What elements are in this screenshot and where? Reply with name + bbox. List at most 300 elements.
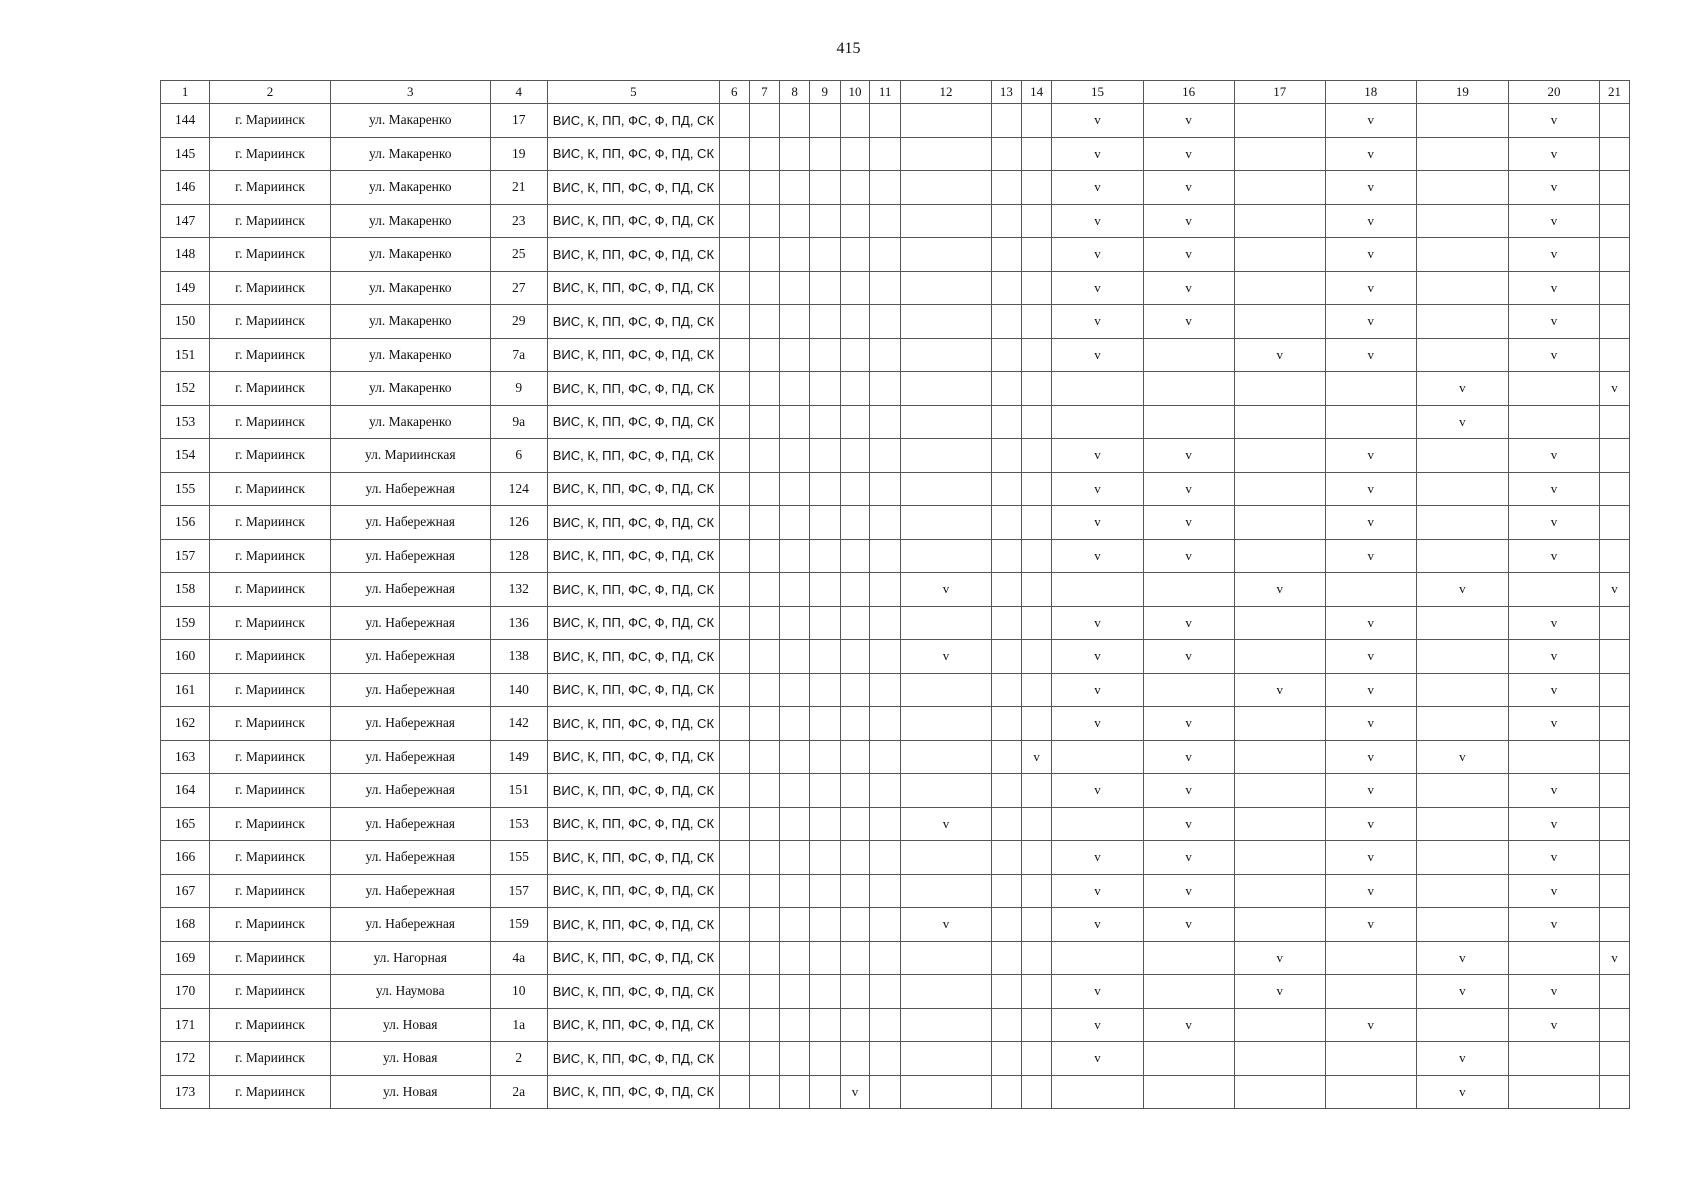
house-number-cell: 159 (490, 908, 547, 942)
empty-cell-col-15 (1052, 405, 1143, 439)
check-mark-col-16: v (1143, 439, 1234, 473)
empty-cell-col-21 (1600, 975, 1630, 1009)
empty-cell-col-11 (870, 1042, 901, 1076)
check-mark-col-20: v (1508, 338, 1599, 372)
empty-cell-col-10 (840, 1042, 870, 1076)
table-row (161, 405, 1630, 439)
empty-cell-col-21 (1600, 539, 1630, 573)
empty-cell-col-13 (992, 573, 1022, 607)
empty-cell-col-7 (749, 1008, 780, 1042)
empty-cell-col-8 (780, 405, 810, 439)
empty-cell-col-8 (780, 740, 810, 774)
empty-cell-col-17 (1234, 740, 1325, 774)
check-mark-col-20: v (1508, 506, 1599, 540)
row-number-cell: 163 (161, 740, 210, 774)
check-mark-col-19: v (1416, 405, 1508, 439)
check-mark-col-18: v (1325, 539, 1416, 573)
empty-cell-col-14 (1021, 271, 1052, 305)
street-cell: ул. Макаренко (330, 104, 490, 138)
empty-cell-col-9 (809, 506, 840, 540)
codes-cell: ВИС, К, ПП, ФС, Ф, ПД, СК (547, 707, 719, 741)
empty-cell-col-21 (1600, 707, 1630, 741)
empty-cell-col-10 (840, 506, 870, 540)
check-mark-col-18: v (1325, 908, 1416, 942)
empty-cell-col-19 (1416, 841, 1508, 875)
street-cell: ул. Набережная (330, 874, 490, 908)
empty-cell-col-6 (719, 874, 749, 908)
empty-cell-col-7 (749, 137, 780, 171)
empty-cell-col-11 (870, 908, 901, 942)
empty-cell-col-19 (1416, 271, 1508, 305)
check-mark-col-15: v (1052, 874, 1143, 908)
empty-cell-col-9 (809, 908, 840, 942)
empty-cell-col-14 (1021, 1008, 1052, 1042)
empty-cell-col-8 (780, 606, 810, 640)
codes-cell: ВИС, К, ПП, ФС, Ф, ПД, СК (547, 573, 719, 607)
empty-cell-col-7 (749, 439, 780, 473)
street-cell: ул. Набережная (330, 539, 490, 573)
house-number-cell: 142 (490, 707, 547, 741)
empty-cell-col-21 (1600, 740, 1630, 774)
empty-cell-col-10 (840, 305, 870, 339)
table-row (161, 137, 1630, 171)
row-number-cell: 169 (161, 941, 210, 975)
empty-cell-col-21 (1600, 1008, 1630, 1042)
table-row (161, 841, 1630, 875)
city-cell: г. Мариинск (210, 807, 331, 841)
empty-cell-col-6 (719, 171, 749, 205)
empty-cell-col-13 (992, 807, 1022, 841)
empty-cell-col-9 (809, 405, 840, 439)
empty-cell-col-21 (1600, 104, 1630, 138)
empty-cell-col-17 (1234, 874, 1325, 908)
empty-cell-col-19 (1416, 305, 1508, 339)
empty-cell-col-9 (809, 539, 840, 573)
empty-cell-col-7 (749, 774, 780, 808)
empty-cell-col-15 (1052, 740, 1143, 774)
city-cell: г. Мариинск (210, 841, 331, 875)
empty-cell-col-21 (1600, 908, 1630, 942)
empty-cell-col-14 (1021, 137, 1052, 171)
check-mark-col-15: v (1052, 975, 1143, 1009)
empty-cell-col-10 (840, 271, 870, 305)
empty-cell-col-14 (1021, 774, 1052, 808)
empty-cell-col-11 (870, 338, 901, 372)
check-mark-col-15: v (1052, 707, 1143, 741)
check-mark-col-15: v (1052, 171, 1143, 205)
empty-cell-col-6 (719, 941, 749, 975)
column-number-10: 10 (840, 81, 870, 104)
street-cell: ул. Макаренко (330, 338, 490, 372)
empty-cell-col-8 (780, 506, 810, 540)
empty-cell-col-13 (992, 908, 1022, 942)
empty-cell-col-7 (749, 606, 780, 640)
table-row (161, 774, 1630, 808)
empty-cell-col-8 (780, 305, 810, 339)
check-mark-col-19: v (1416, 372, 1508, 406)
check-mark-col-16: v (1143, 104, 1234, 138)
empty-cell-col-11 (870, 137, 901, 171)
row-number-cell: 151 (161, 338, 210, 372)
check-mark-col-20: v (1508, 606, 1599, 640)
check-mark-col-18: v (1325, 740, 1416, 774)
empty-cell-col-17 (1234, 439, 1325, 473)
empty-cell-col-11 (870, 204, 901, 238)
empty-cell-col-21 (1600, 405, 1630, 439)
empty-cell-col-8 (780, 1042, 810, 1076)
check-mark-col-18: v (1325, 104, 1416, 138)
table-row (161, 707, 1630, 741)
house-number-cell: 1а (490, 1008, 547, 1042)
check-mark-col-20: v (1508, 238, 1599, 272)
empty-cell-col-12 (901, 841, 992, 875)
empty-cell-col-9 (809, 472, 840, 506)
table-row (161, 171, 1630, 205)
empty-cell-col-9 (809, 640, 840, 674)
check-mark-col-15: v (1052, 439, 1143, 473)
check-mark-col-18: v (1325, 807, 1416, 841)
table-row (161, 439, 1630, 473)
empty-cell-col-7 (749, 573, 780, 607)
empty-cell-col-14 (1021, 439, 1052, 473)
check-mark-col-15: v (1052, 774, 1143, 808)
check-mark-col-15: v (1052, 1042, 1143, 1076)
check-mark-col-16: v (1143, 774, 1234, 808)
empty-cell-col-7 (749, 305, 780, 339)
empty-cell-col-6 (719, 774, 749, 808)
empty-cell-col-11 (870, 707, 901, 741)
empty-cell-col-19 (1416, 640, 1508, 674)
street-cell: ул. Новая (330, 1042, 490, 1076)
empty-cell-col-21 (1600, 874, 1630, 908)
check-mark-col-18: v (1325, 171, 1416, 205)
codes-cell: ВИС, К, ПП, ФС, Ф, ПД, СК (547, 1075, 719, 1109)
empty-cell-col-10 (840, 573, 870, 607)
empty-cell-col-13 (992, 204, 1022, 238)
empty-cell-col-21 (1600, 338, 1630, 372)
empty-cell-col-12 (901, 740, 992, 774)
empty-cell-col-8 (780, 238, 810, 272)
empty-cell-col-8 (780, 807, 810, 841)
check-mark-col-16: v (1143, 908, 1234, 942)
house-number-cell: 155 (490, 841, 547, 875)
empty-cell-col-19 (1416, 104, 1508, 138)
city-cell: г. Мариинск (210, 372, 331, 406)
row-number-cell: 165 (161, 807, 210, 841)
empty-cell-col-6 (719, 673, 749, 707)
empty-cell-col-8 (780, 104, 810, 138)
empty-cell-col-6 (719, 573, 749, 607)
codes-cell: ВИС, К, ПП, ФС, Ф, ПД, СК (547, 104, 719, 138)
column-number-2: 2 (210, 81, 331, 104)
empty-cell-col-7 (749, 673, 780, 707)
empty-cell-col-15 (1052, 1075, 1143, 1109)
check-mark-col-17: v (1234, 338, 1325, 372)
empty-cell-col-21 (1600, 606, 1630, 640)
house-number-cell: 9 (490, 372, 547, 406)
empty-cell-col-14 (1021, 707, 1052, 741)
empty-cell-col-11 (870, 238, 901, 272)
empty-cell-col-12 (901, 707, 992, 741)
table-row (161, 975, 1630, 1009)
check-mark-col-20: v (1508, 305, 1599, 339)
check-mark-col-16: v (1143, 204, 1234, 238)
empty-cell-col-14 (1021, 372, 1052, 406)
codes-cell: ВИС, К, ПП, ФС, Ф, ПД, СК (547, 405, 719, 439)
empty-cell-col-8 (780, 908, 810, 942)
empty-cell-col-9 (809, 271, 840, 305)
empty-cell-col-14 (1021, 941, 1052, 975)
empty-cell-col-13 (992, 238, 1022, 272)
city-cell: г. Мариинск (210, 1042, 331, 1076)
empty-cell-col-11 (870, 573, 901, 607)
row-number-cell: 164 (161, 774, 210, 808)
table-row (161, 807, 1630, 841)
empty-cell-col-15 (1052, 807, 1143, 841)
codes-cell: ВИС, К, ПП, ФС, Ф, ПД, СК (547, 673, 719, 707)
empty-cell-col-17 (1234, 1042, 1325, 1076)
row-number-cell: 167 (161, 874, 210, 908)
empty-cell-col-20 (1508, 405, 1599, 439)
check-mark-col-15: v (1052, 271, 1143, 305)
empty-cell-col-12 (901, 439, 992, 473)
empty-cell-col-12 (901, 338, 992, 372)
row-number-cell: 154 (161, 439, 210, 473)
empty-cell-col-6 (719, 472, 749, 506)
city-cell: г. Мариинск (210, 640, 331, 674)
empty-cell-col-6 (719, 305, 749, 339)
empty-cell-col-6 (719, 1008, 749, 1042)
empty-cell-col-10 (840, 740, 870, 774)
empty-cell-col-6 (719, 807, 749, 841)
check-mark-col-20: v (1508, 1008, 1599, 1042)
empty-cell-col-9 (809, 1008, 840, 1042)
empty-cell-col-14 (1021, 908, 1052, 942)
city-cell: г. Мариинск (210, 707, 331, 741)
empty-cell-col-13 (992, 137, 1022, 171)
empty-cell-col-13 (992, 405, 1022, 439)
empty-cell-col-8 (780, 472, 810, 506)
check-mark-col-16: v (1143, 874, 1234, 908)
empty-cell-col-6 (719, 137, 749, 171)
empty-cell-col-18 (1325, 1075, 1416, 1109)
empty-cell-col-13 (992, 941, 1022, 975)
empty-cell-col-13 (992, 271, 1022, 305)
empty-cell-col-9 (809, 238, 840, 272)
check-mark-col-20: v (1508, 104, 1599, 138)
house-number-cell: 136 (490, 606, 547, 640)
street-cell: ул. Набережная (330, 573, 490, 607)
row-number-cell: 149 (161, 271, 210, 305)
empty-cell-col-14 (1021, 807, 1052, 841)
codes-cell: ВИС, К, ПП, ФС, Ф, ПД, СК (547, 472, 719, 506)
empty-cell-col-16 (1143, 372, 1234, 406)
check-mark-col-18: v (1325, 204, 1416, 238)
codes-cell: ВИС, К, ПП, ФС, Ф, ПД, СК (547, 606, 719, 640)
table-row (161, 104, 1630, 138)
empty-cell-col-14 (1021, 874, 1052, 908)
empty-cell-col-19 (1416, 137, 1508, 171)
table-row (161, 305, 1630, 339)
empty-cell-col-13 (992, 472, 1022, 506)
empty-cell-col-12 (901, 606, 992, 640)
empty-cell-col-17 (1234, 506, 1325, 540)
empty-cell-col-17 (1234, 104, 1325, 138)
city-cell: г. Мариинск (210, 941, 331, 975)
codes-cell: ВИС, К, ПП, ФС, Ф, ПД, СК (547, 774, 719, 808)
street-cell: ул. Набережная (330, 506, 490, 540)
empty-cell-col-14 (1021, 573, 1052, 607)
empty-cell-col-11 (870, 539, 901, 573)
empty-cell-col-19 (1416, 774, 1508, 808)
city-cell: г. Мариинск (210, 305, 331, 339)
check-mark-col-20: v (1508, 439, 1599, 473)
empty-cell-col-9 (809, 137, 840, 171)
empty-cell-col-6 (719, 841, 749, 875)
empty-cell-col-14 (1021, 405, 1052, 439)
empty-cell-col-10 (840, 807, 870, 841)
empty-cell-col-17 (1234, 774, 1325, 808)
check-mark-col-18: v (1325, 137, 1416, 171)
city-cell: г. Мариинск (210, 606, 331, 640)
check-mark-col-18: v (1325, 338, 1416, 372)
empty-cell-col-21 (1600, 439, 1630, 473)
empty-cell-col-8 (780, 439, 810, 473)
house-number-cell: 10 (490, 975, 547, 1009)
column-number-4: 4 (490, 81, 547, 104)
street-cell: ул. Нагорная (330, 941, 490, 975)
check-mark-col-18: v (1325, 606, 1416, 640)
house-number-cell: 140 (490, 673, 547, 707)
empty-cell-col-15 (1052, 573, 1143, 607)
empty-cell-col-21 (1600, 774, 1630, 808)
empty-cell-col-19 (1416, 472, 1508, 506)
check-mark-col-15: v (1052, 338, 1143, 372)
empty-cell-col-21 (1600, 640, 1630, 674)
row-number-cell: 158 (161, 573, 210, 607)
empty-cell-col-19 (1416, 338, 1508, 372)
empty-cell-col-9 (809, 807, 840, 841)
city-cell: г. Мариинск (210, 338, 331, 372)
table-row (161, 1042, 1630, 1076)
street-cell: ул. Макаренко (330, 271, 490, 305)
empty-cell-col-7 (749, 941, 780, 975)
house-number-cell: 7а (490, 338, 547, 372)
empty-cell-col-7 (749, 640, 780, 674)
empty-cell-col-7 (749, 238, 780, 272)
empty-cell-col-8 (780, 874, 810, 908)
check-mark-col-16: v (1143, 740, 1234, 774)
table-row (161, 1075, 1630, 1109)
check-mark-col-20: v (1508, 271, 1599, 305)
table-row (161, 573, 1630, 607)
check-mark-col-15: v (1052, 908, 1143, 942)
empty-cell-col-19 (1416, 539, 1508, 573)
codes-cell: ВИС, К, ПП, ФС, Ф, ПД, СК (547, 506, 719, 540)
empty-cell-col-6 (719, 606, 749, 640)
empty-cell-col-7 (749, 204, 780, 238)
empty-cell-col-11 (870, 874, 901, 908)
table-row (161, 238, 1630, 272)
codes-cell: ВИС, К, ПП, ФС, Ф, ПД, СК (547, 204, 719, 238)
empty-cell-col-7 (749, 874, 780, 908)
empty-cell-col-13 (992, 305, 1022, 339)
column-number-20: 20 (1508, 81, 1599, 104)
empty-cell-col-21 (1600, 841, 1630, 875)
empty-cell-col-12 (901, 472, 992, 506)
check-mark-col-15: v (1052, 305, 1143, 339)
empty-cell-col-8 (780, 1075, 810, 1109)
check-mark-col-19: v (1416, 975, 1508, 1009)
empty-cell-col-12 (901, 975, 992, 1009)
empty-cell-col-14 (1021, 506, 1052, 540)
house-number-cell: 151 (490, 774, 547, 808)
check-mark-col-16: v (1143, 472, 1234, 506)
codes-cell: ВИС, К, ПП, ФС, Ф, ПД, СК (547, 841, 719, 875)
empty-cell-col-12 (901, 204, 992, 238)
house-number-cell: 128 (490, 539, 547, 573)
check-mark-col-19: v (1416, 1042, 1508, 1076)
check-mark-col-12: v (901, 640, 992, 674)
check-mark-col-16: v (1143, 640, 1234, 674)
empty-cell-col-10 (840, 405, 870, 439)
empty-cell-col-11 (870, 506, 901, 540)
city-cell: г. Мариинск (210, 137, 331, 171)
check-mark-col-16: v (1143, 807, 1234, 841)
empty-cell-col-7 (749, 740, 780, 774)
table-row (161, 908, 1630, 942)
city-cell: г. Мариинск (210, 874, 331, 908)
empty-cell-col-11 (870, 673, 901, 707)
street-cell: ул. Набережная (330, 640, 490, 674)
row-number-cell: 172 (161, 1042, 210, 1076)
check-mark-col-20: v (1508, 975, 1599, 1009)
check-mark-col-16: v (1143, 238, 1234, 272)
empty-cell-col-17 (1234, 908, 1325, 942)
empty-cell-col-19 (1416, 171, 1508, 205)
empty-cell-col-10 (840, 975, 870, 1009)
city-cell: г. Мариинск (210, 774, 331, 808)
row-number-cell: 157 (161, 539, 210, 573)
check-mark-col-20: v (1508, 204, 1599, 238)
column-number-15: 15 (1052, 81, 1143, 104)
codes-cell: ВИС, К, ПП, ФС, Ф, ПД, СК (547, 740, 719, 774)
empty-cell-col-13 (992, 171, 1022, 205)
empty-cell-col-16 (1143, 975, 1234, 1009)
city-cell: г. Мариинск (210, 204, 331, 238)
check-mark-col-17: v (1234, 673, 1325, 707)
empty-cell-col-13 (992, 640, 1022, 674)
empty-cell-col-13 (992, 606, 1022, 640)
empty-cell-col-18 (1325, 975, 1416, 1009)
empty-cell-col-13 (992, 707, 1022, 741)
empty-cell-col-8 (780, 975, 810, 1009)
empty-cell-col-14 (1021, 338, 1052, 372)
empty-cell-col-10 (840, 874, 870, 908)
empty-cell-col-16 (1143, 405, 1234, 439)
street-cell: ул. Набережная (330, 472, 490, 506)
row-number-cell: 150 (161, 305, 210, 339)
empty-cell-col-12 (901, 137, 992, 171)
table-row (161, 740, 1630, 774)
empty-cell-col-8 (780, 707, 810, 741)
street-cell: ул. Макаренко (330, 405, 490, 439)
check-mark-col-20: v (1508, 807, 1599, 841)
empty-cell-col-8 (780, 171, 810, 205)
empty-cell-col-6 (719, 1042, 749, 1076)
check-mark-col-21: v (1600, 573, 1630, 607)
empty-cell-col-11 (870, 807, 901, 841)
